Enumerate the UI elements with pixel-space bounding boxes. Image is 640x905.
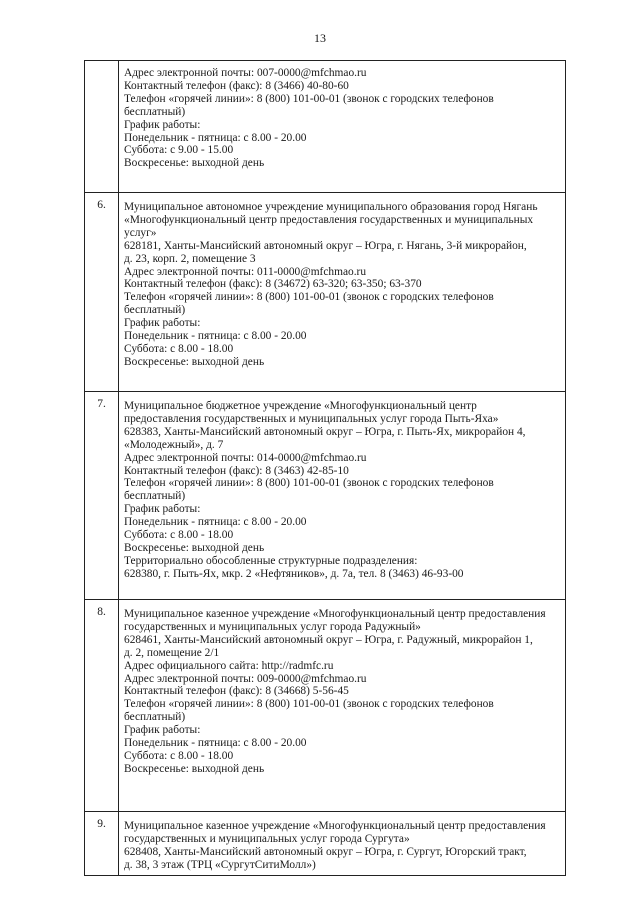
mfc-offices-table (84, 60, 566, 876)
table-row (85, 392, 566, 600)
text-line: Муниципальное автономное учреждение муниципального образования город Нягань (124, 201, 538, 213)
page-number: 13 (314, 31, 326, 45)
text-line: Суббота: с 9.00 - 15.00 (124, 144, 234, 157)
row-number (85, 61, 119, 193)
table-row (85, 61, 566, 193)
text-line: 628380, г. Пыть-Ях, мкр. 2 «Нефтяников», д. 7а, тел. 8 (3463) 46-93-00 (124, 567, 464, 580)
text-line: Суббота: с 8.00 - 18.00 (124, 749, 234, 762)
text-line: Адрес электронной почты: 011-0000@mfchmao.ru (124, 265, 367, 278)
text-line: Адрес официального сайта: http://radmfc.ru (124, 659, 334, 672)
text-line: Воскресенье: выходной день (124, 762, 265, 775)
text-line: 628383, Ханты-Мансийский автономный округ – Югра, г. Пыть-Ях, микрорайон 4, (124, 425, 526, 438)
text-line: «Многофункциональный центр предоставления государственных и муниципальных (124, 213, 534, 226)
text-line: Телефон «горячей линии»: 8 (800) 101-00-01 (звонок с городских телефонов (124, 477, 494, 490)
text-line: Понедельник - пятница: с 8.00 - 20.00 (124, 737, 307, 750)
text-line: Воскресенье: выходной день (124, 541, 265, 554)
text-line: График работы: (124, 724, 201, 737)
text-line: Муниципальное казенное учреждение «Многофункциональный центр предоставления (124, 820, 546, 832)
text-line: 628408, Ханты-Мансийский автономный округ – Югра, г. Сургут, Югорский тракт, (124, 845, 527, 858)
text-line: услуг» (124, 226, 157, 239)
text-line: д. 23, корп. 2, помещение 3 (124, 252, 256, 265)
text-line: бесплатный) (124, 711, 186, 724)
text-line: Телефон «горячей линии»: 8 (800) 101-00-01 (звонок с городских телефонов (124, 698, 494, 711)
text-line: Понедельник - пятница: с 8.00 - 20.00 (124, 330, 307, 343)
table-row (85, 600, 566, 812)
text-line: бесплатный) (124, 304, 186, 317)
table-row (85, 193, 566, 392)
text-line: «Молодежный», д. 7 (124, 438, 224, 451)
text-line: 628181, Ханты-Мансийский автономный округ – Югра, г. Нягань, 3-й микрорайон, (124, 239, 527, 252)
text-line: бесплатный) (124, 105, 186, 118)
row-content (119, 61, 566, 193)
text-line: Контактный телефон (факс): 8 (3466) 40-80-60 (124, 79, 349, 92)
row-content (119, 812, 566, 876)
text-line: Контактный телефон (факс): 8 (3463) 42-85-10 (124, 464, 349, 477)
row-number: 7. (85, 392, 119, 600)
text-line: Контактный телефон (факс): 8 (34672) 63-320; 63-350; 63-370 (124, 278, 422, 291)
text-line: государственных и муниципальных услуг города Радужный» (124, 620, 421, 633)
text-line: График работы: (124, 503, 201, 516)
text-line: Телефон «горячей линии»: 8 (800) 101-00-01 (звонок с городских телефонов (124, 291, 494, 304)
row-content (119, 392, 566, 600)
row-number: 9. (85, 812, 119, 876)
text-line: Воскресенье: выходной день (124, 355, 265, 368)
row-content (119, 193, 566, 392)
text-line: предоставления государственных и муниципальных услуг города Пыть-Яха» (124, 412, 499, 425)
row-number: 6. (85, 193, 119, 392)
text-line: Адрес электронной почты: 007-0000@mfchmao.ru (124, 67, 367, 79)
text-line: Территориально обособленные структурные подразделения: (124, 554, 418, 567)
text-line: График работы: (124, 317, 201, 330)
text-line: График работы: (124, 118, 201, 131)
text-line: Адрес электронной почты: 014-0000@mfchmao.ru (124, 451, 367, 464)
text-line: Воскресенье: выходной день (124, 157, 265, 170)
text-line: Понедельник - пятница: с 8.00 - 20.00 (124, 131, 307, 144)
text-line: д. 38, 3 этаж (ТРЦ «СургутСитиМолл») (124, 858, 316, 871)
text-line: Муниципальное казенное учреждение «Многофункциональный центр предоставления (124, 608, 546, 620)
text-line: Контактный телефон (факс): 8 (34668) 5-56-45 (124, 685, 349, 698)
row-number: 8. (85, 600, 119, 812)
text-line: государственных и муниципальных услуг города Сургута» (124, 832, 410, 845)
text-line: Муниципальное бюджетное учреждение «Многофункциональный центр (124, 400, 477, 412)
text-line: Понедельник - пятница: с 8.00 - 20.00 (124, 516, 307, 529)
text-line: Адрес электронной почты: 009-0000@mfchmao.ru (124, 672, 367, 685)
text-line: Суббота: с 8.00 - 18.00 (124, 342, 234, 355)
text-line: Суббота: с 8.00 - 18.00 (124, 529, 234, 542)
text-line: 628461, Ханты-Мансийский автономный округ – Югра, г. Радужный, микрорайон 1, (124, 633, 533, 646)
text-line: бесплатный) (124, 490, 186, 503)
text-line: Телефон «горячей линии»: 8 (800) 101-00-01 (звонок с городских телефонов (124, 92, 494, 105)
table-row (85, 812, 566, 876)
text-line: д. 2, помещение 2/1 (124, 646, 220, 659)
row-content (119, 600, 566, 812)
